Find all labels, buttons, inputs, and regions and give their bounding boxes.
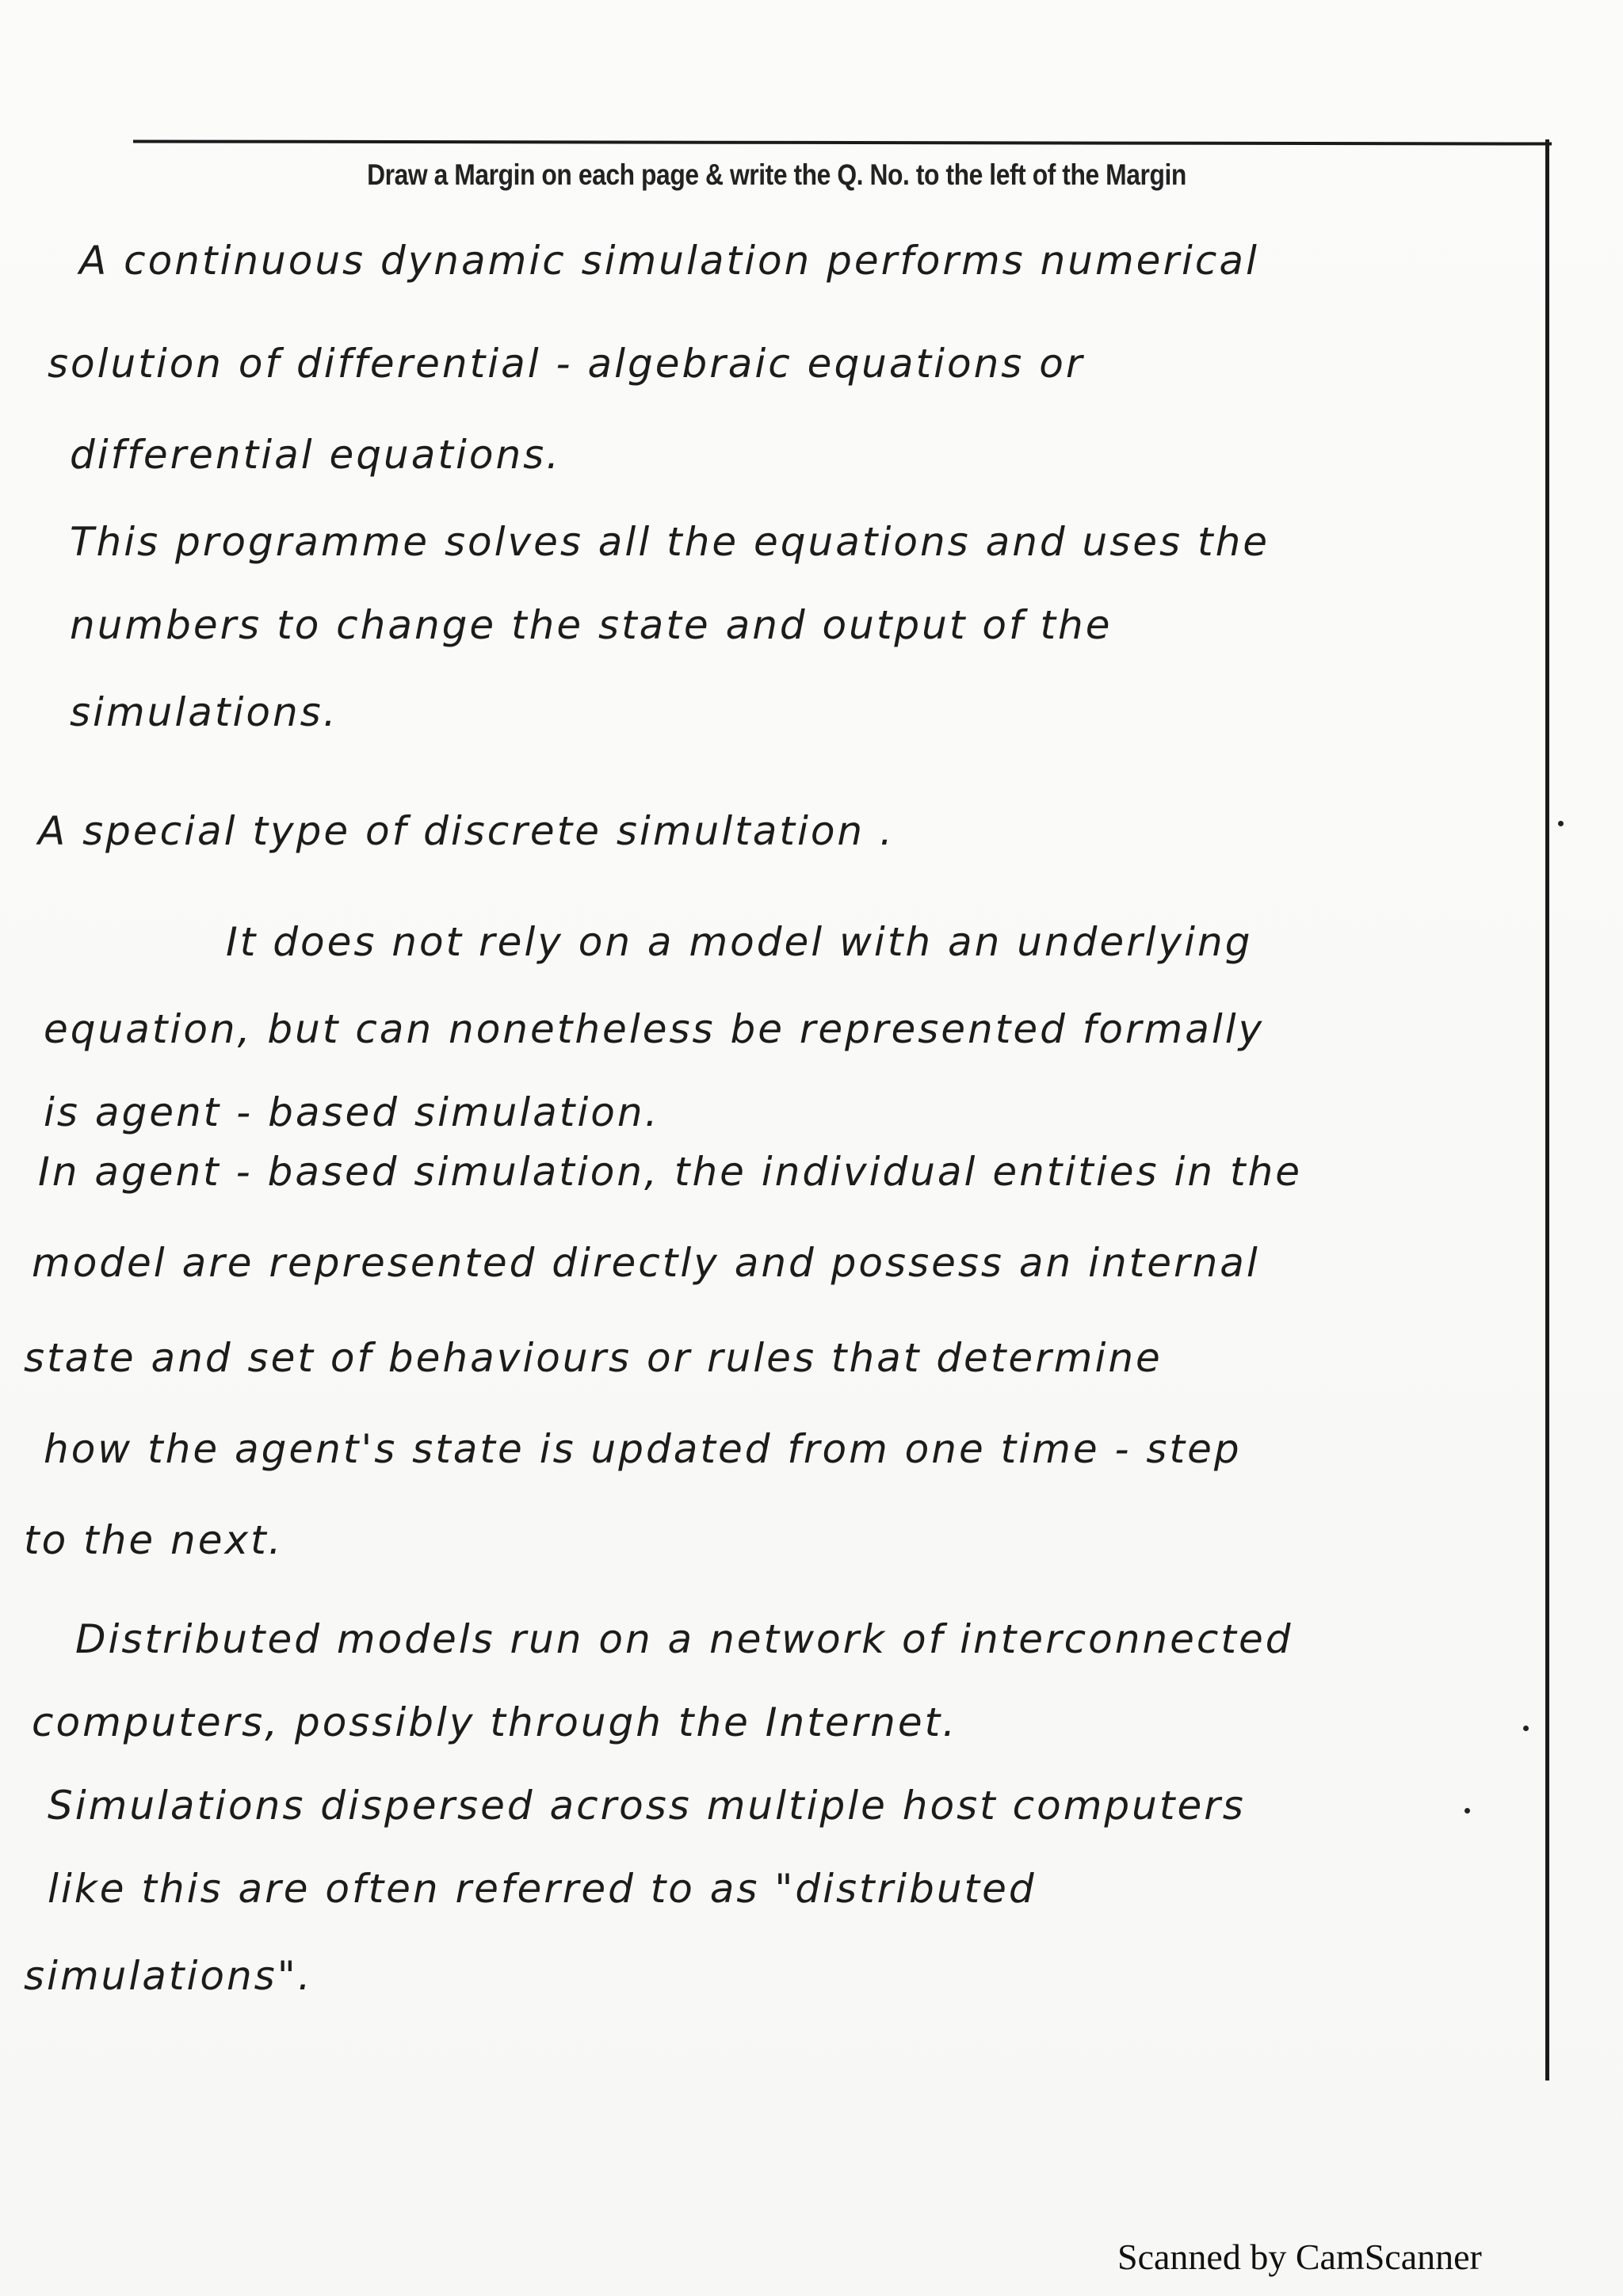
handwritten-line: simulations". [24, 1953, 313, 1999]
handwritten-line: numbers to change the state and output of the [70, 602, 1113, 648]
top-rule-line [133, 139, 1552, 145]
ink-speck [1558, 821, 1564, 826]
handwritten-line: solution of differential - algebraic equations or [48, 341, 1085, 387]
handwritten-line: equation, but can nonetheless be represented formally [44, 1006, 1265, 1052]
ink-speck [1523, 1726, 1529, 1731]
handwritten-line: state and set of behaviours or rules that determine [24, 1335, 1163, 1381]
scanner-watermark: Scanned by CamScanner [1117, 2237, 1482, 2277]
handwritten-line: Distributed models run on a network of interconnected [75, 1616, 1293, 1662]
handwritten-line: like this are often referred to as "distributed [48, 1866, 1037, 1912]
handwritten-line: is agent - based simulation. [44, 1089, 660, 1135]
handwritten-line: It does not rely on a model with an underlying [226, 919, 1253, 965]
handwritten-line: This programme solves all the equations and uses the [70, 519, 1270, 565]
handwritten-line: simulations. [70, 689, 338, 735]
handwritten-line: computers, possibly through the Internet. [32, 1699, 958, 1745]
handwritten-line: Simulations dispersed across multiple host computers [48, 1783, 1246, 1829]
margin-instruction: Draw a Margin on each page & write the Q. No. to the left of the Margin [367, 158, 1186, 191]
handwritten-line: how the agent's state is updated from one time - step [44, 1426, 1242, 1472]
handwritten-line: A special type of discrete simultation . [38, 808, 895, 854]
handwritten-line: model are represented directly and possess an internal [32, 1240, 1260, 1286]
handwritten-line: differential equations. [70, 432, 562, 478]
handwritten-line: A continuous dynamic simulation performs numerical [79, 238, 1259, 284]
ink-speck [1465, 1808, 1470, 1814]
handwritten-line: In agent - based simulation, the individual entities in the [38, 1149, 1303, 1195]
handwritten-line: to the next. [24, 1517, 284, 1563]
